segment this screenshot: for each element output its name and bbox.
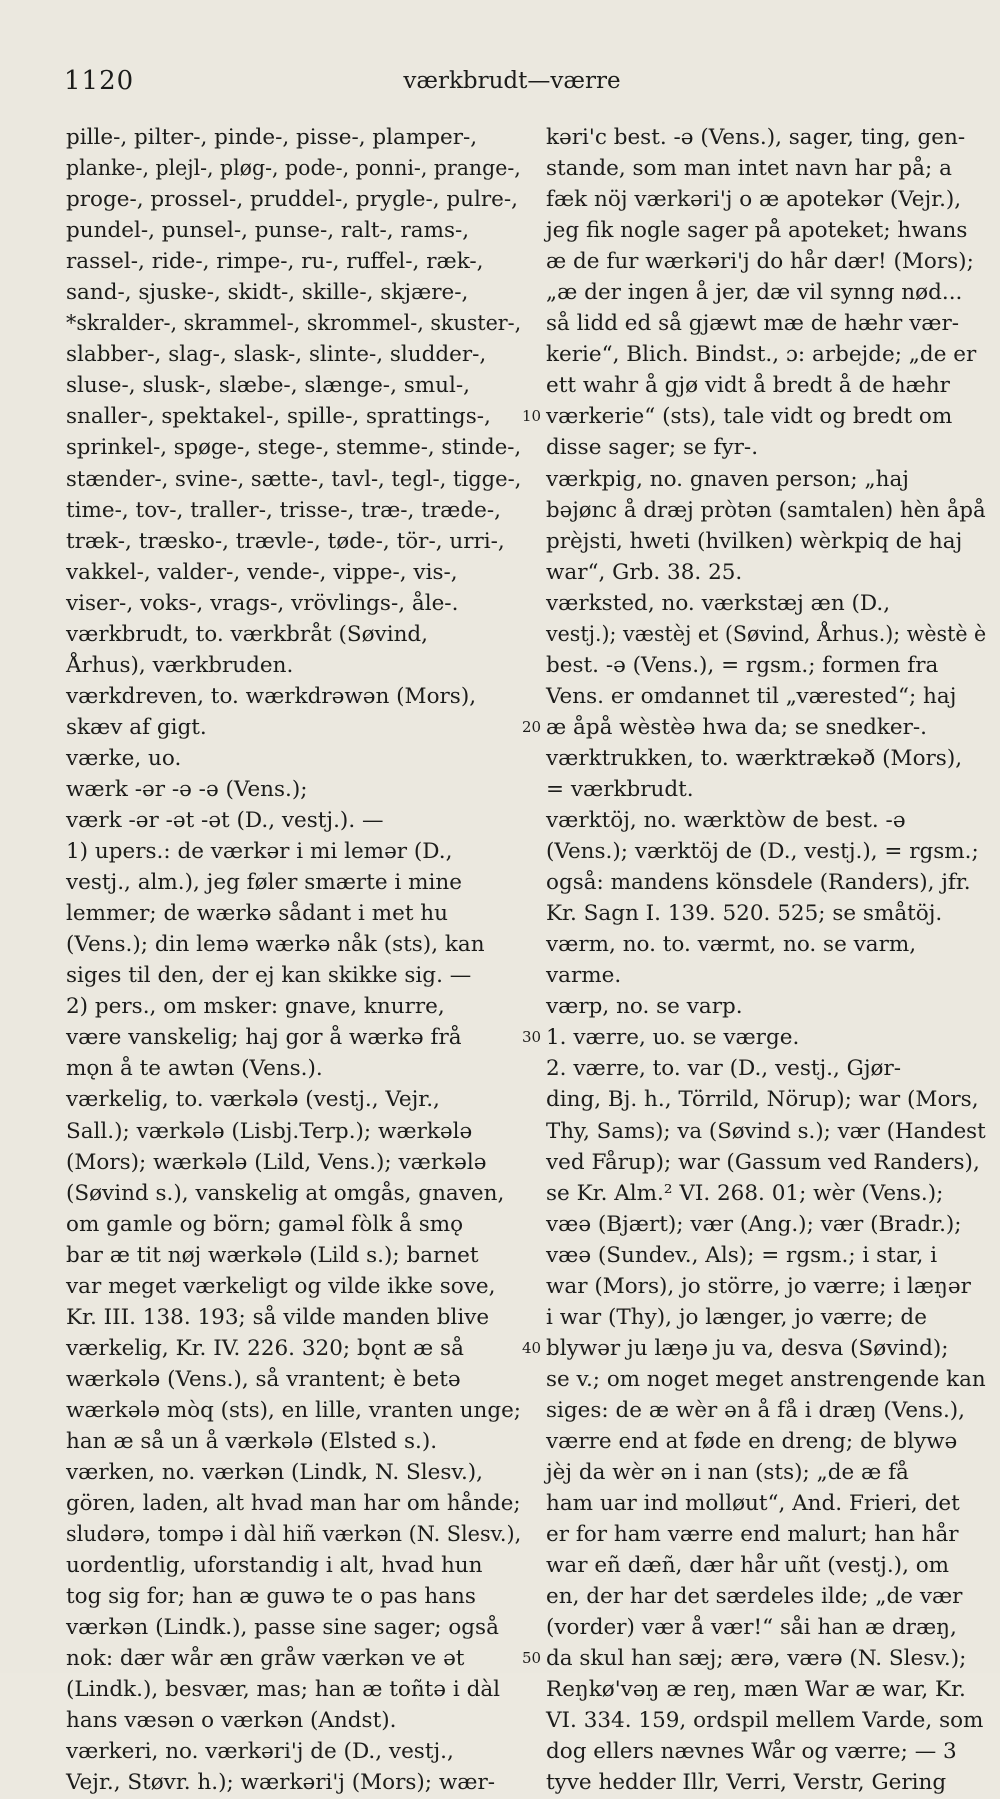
left-column-line: bar æ tit nøj wærkələ (Lild s.); barnet [66, 1242, 479, 1268]
left-column-line: var meget værkeligt og vilde ikke sove, [66, 1273, 496, 1299]
right-column-line: war (Mors), jo större, jo værre; i læŋər [546, 1273, 971, 1299]
left-column-line: (Lindk.), besvær, mas; han æ toñtə i dàl [66, 1677, 501, 1703]
right-column-line: vestj.); væstèj et (Søvind, Århus.); wèstè è [546, 621, 987, 647]
right-column-line: væə (Sundev., Als); = rgsm.; i star, i [546, 1242, 938, 1268]
right-column-line: stande, som man intet navn har på; a [546, 156, 952, 182]
right-column-line: ett wahr å gjø vidt å bredt å de hæhr [546, 373, 950, 399]
right-column-line: værre end at føde en dreng; de blywə [546, 1428, 958, 1454]
left-column-line: *skralder-, skrammel-, skrommel-, skuster-, [66, 311, 522, 337]
right-column-line: = værkbrudt. [546, 776, 694, 802]
right-column-line: æ åpå wèstèə hwa da; se snedker-. [546, 714, 928, 740]
right-column-line: kəri'c best. -ə (Vens.), sager, ting, gen- [546, 125, 966, 150]
right-column-line: jèj da wèr ən i nan (sts); „de æ få [546, 1460, 909, 1486]
right-column [546, 122, 986, 1799]
page-number: 1120 [64, 66, 135, 96]
right-column-line: „æ der ingen å jer, dæ vil synng nød... [546, 280, 963, 306]
left-column-line: værkdreven, to. wærkdrəwən (Mors), [66, 683, 477, 709]
left-column-line: lemmer; de wærkə sådant i met hu [66, 901, 448, 927]
left-column-line: sludərə, tompə i dàl hiñ værkən (N. Slesv.), [66, 1522, 522, 1548]
right-column-line: 2. værre, to. var (D., vestj., Gjør- [546, 1056, 902, 1082]
line-number: 20 [522, 717, 542, 736]
page-header [64, 62, 960, 102]
right-column-line: se Kr. Alm.² VI. 268. 01; wèr (Vens.); [546, 1180, 944, 1206]
right-column-line: værktrukken, to. wærktrækəð (Mors), [546, 745, 963, 771]
left-column-line: skæv af gigt. [66, 714, 207, 740]
left-column-line: vakkel-, valder-, vende-, vippe-, vis-, [66, 559, 458, 585]
left-column-line: Århus), værkbruden. [66, 652, 294, 678]
left-column [66, 122, 521, 1799]
left-column-line: værk -ər -ət -ət (D., vestj.). — [66, 808, 384, 834]
left-column-line: (Vens.); din lemə wærkə nåk (sts), kan [66, 932, 485, 958]
left-column-line: værkeri, no. værkəri'j de (D., vestj., [66, 1739, 454, 1765]
left-column-line: pille-, pilter-, pinde-, pisse-, plamper-, [66, 125, 478, 150]
right-column-line: æ de fur wærkəri'j do hår dær! (Mors); [546, 249, 974, 275]
left-column-line: uordentlig, uforstandig i alt, hvad hun [66, 1553, 483, 1579]
left-column-line: planke-, plejl-, pløg-, pode-, ponni-, prange-, [66, 156, 521, 182]
left-column-line: sprinkel-, spøge-, stege-, stemme-, stinde-, [66, 435, 522, 461]
right-column-line: værp, no. se varp. [546, 994, 743, 1020]
left-column-line: vestj., alm.), jeg føler smærte i mine [66, 870, 462, 896]
right-column-line: Reŋkø'vəŋ æ reŋ, mæn War æ war, Kr. [546, 1677, 966, 1703]
left-column-line: Sall.); værkələ (Lisbj.Terp.); wærkələ [66, 1118, 473, 1144]
right-column-line: blywər ju læŋə ju va, desva (Søvind); [546, 1335, 949, 1361]
right-column-line: i war (Thy), jo længer, jo værre; de [546, 1304, 927, 1330]
left-column-line: Kr. III. 138. 193; så vilde manden blive [66, 1304, 490, 1330]
right-column-line: da skul han sæj; ærə, værə (N. Slesv.); [546, 1646, 967, 1672]
right-column-line: fæk nöj værkəri'j o æ apotekər (Vejr.), [546, 187, 962, 213]
left-column-line: værken, no. værkən (Lindk, N. Slesv.), [66, 1460, 484, 1486]
right-column-line: er for ham værre end malurt; han hår [546, 1522, 959, 1548]
right-column-line: war eñ dæñ, dær hår uñt (vestj.), om [546, 1553, 950, 1579]
right-column-line: 1. værre, uo. se værge. [546, 1025, 800, 1051]
right-column-line: værm, no. to. værmt, no. se varm, [546, 932, 917, 958]
left-column-line: Vejr., Støvr. h.); wærkəri'j (Mors); wær- [66, 1770, 496, 1796]
left-column-line: pundel-, punsel-, punse-, ralt-, rams-, [66, 218, 470, 244]
left-column-line: være vanskelig; haj gor å wærkə frå [66, 1025, 462, 1051]
line-number: 40 [522, 1338, 542, 1357]
left-column-line: nok: dær wår æn gråw værkən ve ət [66, 1646, 465, 1672]
left-column-line: sand-, sjuske-, skidt-, skille-, skjære-, [66, 280, 469, 306]
line-number: 50 [522, 1649, 542, 1668]
left-column-line: proge-, prossel-, pruddel-, prygle-, pulre-, [66, 187, 519, 213]
right-column-line: Kr. Sagn I. 139. 520. 525; se småtöj. [546, 901, 943, 927]
right-column-line: kerie“, Blich. Bindst., ɔ: arbejde; „de er [546, 342, 977, 368]
right-column-line: værksted, no. værkstæj æn (D., [546, 590, 891, 616]
right-column-line: ding, Bj. h., Törrild, Nörup); war (Mors, [546, 1087, 979, 1113]
right-column-line: best. -ə (Vens.), = rgsm.; formen fra [546, 652, 939, 678]
line-number: 10 [522, 407, 542, 426]
right-column-line: ved Fårup); war (Gassum ved Randers), [546, 1149, 980, 1175]
left-column-line: træk-, træsko-, trævle-, tøde-, tör-, urri-, [66, 528, 505, 554]
right-column-line: dog ellers nævnes Wår og værre; — 3 [546, 1739, 957, 1765]
left-column-line: slabber-, slag-, slask-, slinte-, sludder-, [66, 342, 487, 368]
right-column-line: (vorder) vær å vær!“ såi han æ dræŋ, [546, 1615, 957, 1641]
right-column-line: bəjønc å dræj pròtən (samtalen) hèn åpå [546, 497, 986, 523]
right-column-line: værktöj, no. wærktòw de best. -ə [546, 808, 906, 834]
right-column-line: ham uar ind molløut“, And. Frieri, det [546, 1491, 960, 1517]
left-column-line: viser-, voks-, vrags-, vrövlings-, åle-. [66, 590, 459, 616]
left-column-line: værke, uo. [66, 745, 182, 771]
left-column-line: om gamle og börn; gaməl fòlk å smǫ [66, 1211, 464, 1237]
right-column-line: (Vens.); værktöj de (D., vestj.), = rgsm.; [546, 839, 979, 865]
left-column-line: time-, tov-, traller-, trisse-, træ-, træde-, [66, 497, 501, 523]
left-column-line: snaller-, spektakel-, spille-, sprattings-, [66, 404, 491, 430]
right-column-line: væə (Bjært); vær (Ang.); vær (Bradr.); [546, 1211, 962, 1237]
right-column-line: værkerie“ (sts), tale vidt og bredt om [546, 404, 953, 430]
right-column-line: tyve hedder Illr, Verri, Verstr, Gering [546, 1770, 947, 1796]
left-column-line: værkbrudt, to. værkbråt (Søvind, [66, 621, 429, 647]
left-column-line: wærk -ər -ə -ə (Vens.); [66, 776, 308, 802]
right-column-line: varme. [546, 963, 622, 989]
right-column-line: se v.; om noget meget anstrengende kan [546, 1366, 986, 1392]
right-column-line: disse sager; se fyr-. [546, 435, 759, 461]
left-column-line: siges til den, der ej kan skikke sig. — [66, 963, 472, 989]
left-column-line: sluse-, slusk-, slæbe-, slænge-, smul-, [66, 373, 470, 399]
right-column-line: VI. 334. 159, ordspil mellem Varde, som [546, 1708, 984, 1734]
right-column-line: en, der har det særdeles ilde; „de vær [546, 1584, 963, 1610]
right-column-line: prèjsti, hweti (hvilken) wèrkpiq de haj [546, 528, 963, 554]
left-column-line: 1) upers.: de værkər i mi lemər (D., [66, 839, 453, 865]
line-number: 30 [522, 1028, 542, 1047]
right-column-line: Vens. er omdannet til „værested“; haj [546, 683, 957, 709]
left-column-line: hans væsən o værkən (Andst). [66, 1708, 397, 1734]
left-column-line: wærkələ (Vens.), så vrantent; è betə [66, 1366, 461, 1392]
left-column-line: stænder-, svine-, sætte-, tavl-, tegl-, tigge-, [66, 466, 522, 492]
left-column-line: værkən (Lindk.), passe sine sager; også [66, 1615, 499, 1641]
left-column-line: (Søvind s.), vanskelig at omgås, gnaven, [66, 1180, 505, 1206]
running-head: værkbrudt—værre [403, 68, 621, 94]
right-column-line: så lidd ed så gjæwt mæ de hæhr vær- [546, 311, 959, 337]
right-column-line: også: mandens könsdele (Randers), jfr. [546, 870, 971, 896]
left-column-line: han æ så un å værkələ (Elsted s.). [66, 1428, 438, 1454]
right-column-line: jeg fik nogle sager på apoteket; hwans [546, 218, 968, 244]
left-column-line: rassel-, ride-, rimpe-, ru-, ruffel-, ræk-, [66, 249, 484, 275]
left-column-line: værkelig, Kr. IV. 226. 320; bǫnt æ så [66, 1335, 464, 1361]
left-column-line: gören, laden, alt hvad man har om hånde; [66, 1491, 521, 1517]
right-column-line: war“, Grb. 38. 25. [546, 559, 743, 585]
right-column-line: Thy, Sams); va (Søvind s.); vær (Handest [546, 1118, 986, 1144]
right-column-line: siges: de æ wèr ən å få i dræŋ (Vens.), [546, 1397, 966, 1423]
right-column-line: værkpig, no. gnaven person; „haj [546, 466, 909, 492]
left-column-line: 2) pers., om msker: gnave, knurre, [66, 994, 445, 1020]
left-column-line: (Mors); wærkələ (Lild, Vens.); værkələ [66, 1149, 487, 1175]
left-column-line: mǫn å te awtən (Vens.). [66, 1056, 323, 1082]
left-column-line: wærkələ mòq (sts), en lille, vranten unge; [66, 1397, 522, 1423]
left-column-line: tog sig for; han æ guwə te o pas hans [66, 1584, 476, 1610]
left-column-line: værkelig, to. værkələ (vestj., Vejr., [66, 1087, 440, 1113]
